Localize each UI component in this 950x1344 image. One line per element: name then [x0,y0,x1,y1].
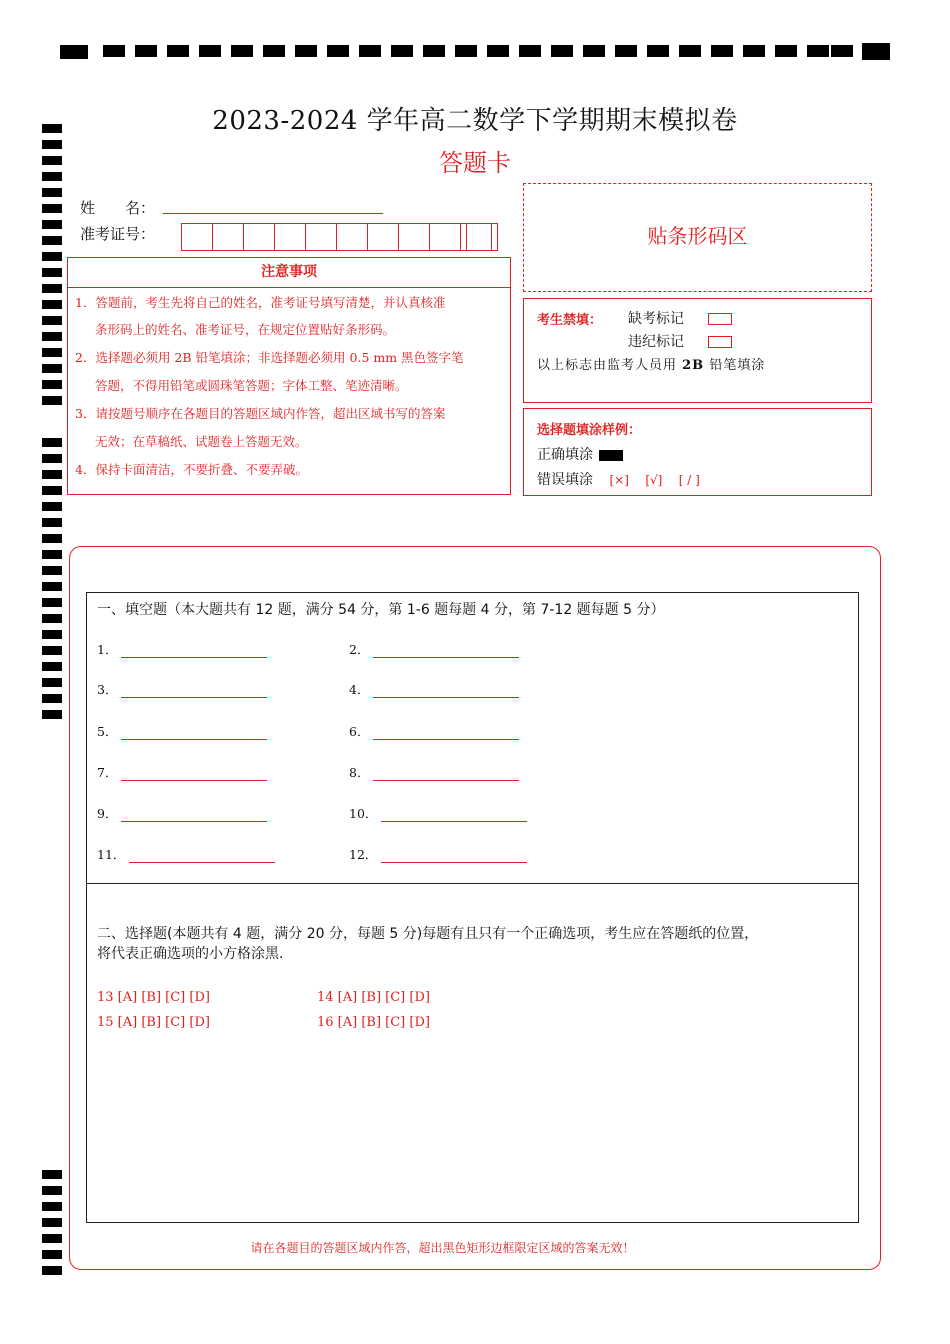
answer-line-10[interactable] [381,807,527,822]
section-multiple-choice-heading: 二、选择题(本题共有 4 题，满分 20 分，每题 5 分)每题有且只有一个正确选项，考生应在答题纸的位置， [97,926,759,942]
mcq-question-13[interactable]: 13 [A] [B] [C] [D] [97,990,210,1005]
wrong-fill-mark-2: [√] [645,473,663,487]
correct-fill-row [537,444,623,464]
barcode-label: 贴条形码区 [647,224,748,248]
examiner-label: 考生禁填： [537,313,603,328]
fill-question-8: 8． [349,763,519,781]
correct-fill-sample [599,450,623,461]
fill-question-11: 11． [97,845,275,863]
notice-item-2-cont: 答题，不得用铅笔或圆珠笔答题；字体工整、笔迹清晰。 [95,378,408,393]
mcq-question-16[interactable]: 16 [A] [B] [C] [D] [317,1015,430,1030]
answer-line-11[interactable] [129,848,275,863]
page-title: 2023-2024 学年高二数学下学期期末模拟卷 [212,106,738,136]
wrong-fill-mark-3: [ / ] [678,473,700,487]
fill-question-1: 1． [97,640,267,658]
answer-line-8[interactable] [373,766,519,781]
notice-item-1-cont: 条形码上的姓名、准考证号，在规定位置贴好条形码。 [95,322,396,337]
answer-line-7[interactable] [121,766,267,781]
wrong-fill-row [537,469,700,489]
absent-mark-row [628,308,732,328]
answer-line-12[interactable] [381,848,527,863]
violation-mark-row [628,331,732,351]
absent-mark-label: 缺考标记 [628,311,684,327]
fill-question-12: 12． [349,845,527,863]
notice-item-3-cont: 无效；在草稿纸、试题卷上答题无效。 [95,434,308,449]
answer-line-6[interactable] [373,725,519,740]
answer-line-1[interactable] [121,643,267,658]
section-fill-blank-heading: 一、填空题（本大题共有 12 题，满分 54 分，第 1-6 题每题 4 分，第 7-12 题每题 5 分） [97,602,665,618]
fill-question-2: 2． [349,640,519,658]
name-field[interactable] [163,213,383,214]
answer-line-9[interactable] [121,807,267,822]
notice-heading: 注意事项 [261,264,317,280]
fill-question-6: 6． [349,722,519,740]
answer-card-subtitle: 答题卡 [439,149,511,177]
fill-question-7: 7． [97,763,267,781]
answer-line-5[interactable] [121,725,267,740]
violation-mark-label: 违纪标记 [628,334,684,350]
fill-question-5: 5． [97,722,267,740]
fill-question-10: 10． [349,804,527,822]
correct-fill-label: 正确填涂 [537,447,593,463]
exam-id-label: 准考证号： [80,225,156,243]
barcode-area [523,183,872,292]
section-multiple-choice-heading-cont: 将代表正确选项的小方格涂黑. [97,946,284,962]
notice-item-1: 1．答题前，考生先将自己的姓名，准考证号填写清楚，并认真核准 [75,295,446,310]
wrong-fill-mark-1: [×] [609,473,629,487]
notice-item-2: 2．选择题必须用 2B 铅笔填涂；非选择题必须用 0.5 mm 黑色签字笔 [75,350,464,365]
fill-question-3: 3． [97,680,267,698]
mcq-question-14[interactable]: 14 [A] [B] [C] [D] [317,990,430,1005]
name-label: 姓 名： [80,199,156,217]
fill-question-9: 9． [97,804,267,822]
absent-mark-box[interactable] [708,313,732,325]
fill-example-heading: 选择题填涂样例： [537,423,642,438]
notice-item-3: 3．请按题号顺序在各题目的答题区域内作答，超出区域书写的答案 [75,406,446,421]
fill-question-4: 4． [349,680,519,698]
notice-item-4: 4．保持卡面清洁，不要折叠、不要弄破。 [75,462,308,477]
notice-heading-box [67,257,511,288]
examiner-note: 以上标志由监考人员用 2B 铅笔填涂 [537,358,766,373]
answer-line-2[interactable] [373,643,519,658]
violation-mark-box[interactable] [708,336,732,348]
examiner-box [523,298,872,403]
answer-line-4[interactable] [373,683,519,698]
fill-example-box [523,408,872,496]
answer-line-3[interactable] [121,683,267,698]
wrong-fill-label: 错误填涂 [537,472,593,488]
footer-warning: 请在各题目的答题区域内作答，超出黑色矩形边框限定区域的答案无效！ [250,1241,635,1255]
mcq-question-15[interactable]: 15 [A] [B] [C] [D] [97,1015,210,1030]
